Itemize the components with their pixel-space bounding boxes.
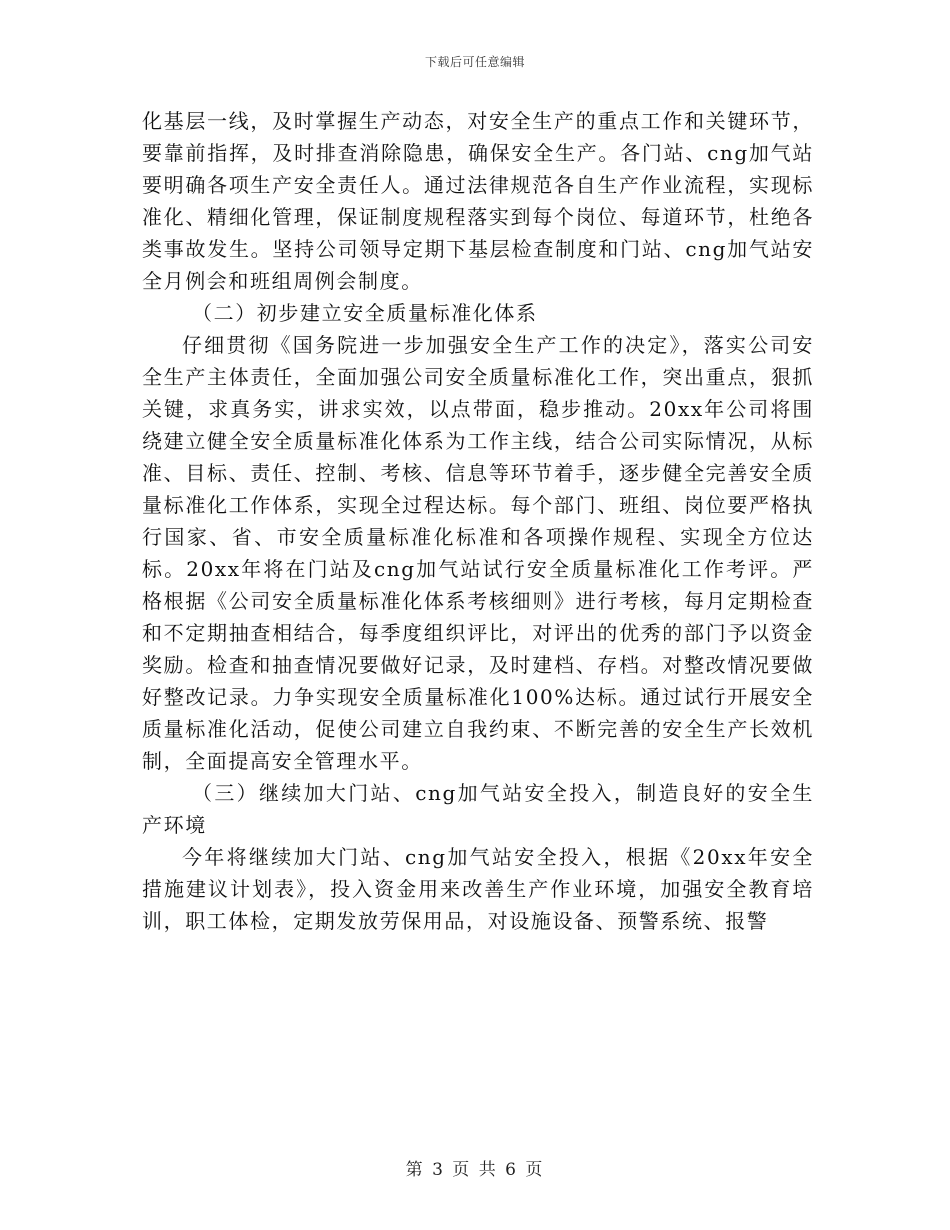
section-heading-2: （二）初步建立安全质量标准化体系 — [192, 301, 538, 325]
document-body — [142, 105, 814, 937]
paragraph-1: 化基层一线，及时掌握生产动态，对安全生产的重点工作和关键环节，要靠前指挥，及时排查消除隐患，确保安全生产。各门站、cng加气站要明确各项生产安全责任人。通过法律规范各自生产作业流程，实现标准化、精细化管理，保证制度规程落实到每个岗位、每道环节，杜绝各类事故发生。坚持公司领导定期下基层检查制度和门站、cng加气站安全月例会和班组周例会制度。 — [142, 109, 814, 293]
paragraph-3: 今年将继续加大门站、cng加气站安全投入，根据《20xx年安全措施建议计划表》，投入资金用来改善生产作业环境，加强安全教育培训，职工体检，定期发放劳保用品，对设施设备、预警系统、报警 — [142, 845, 814, 933]
paragraph-2: 仔细贯彻《国务院进一步加强安全生产工作的决定》，落实公司安全生产主体责任，全面加强公司安全质量标准化工作，突出重点，狠抓关键，求真务实，讲求实效，以点带面，稳步推动。20xx年公司将围绕建立健全安全质量标准化体系为工作主线，结合公司实际情况，从标准、目标、责任、控制、考核、信息等环节着手，逐步健全完善安全质量标准化工作体系，实现全过程达标。每个部门、班组、岗位要严格执行国家、省、市安全质量标准化标准和各项操作规程、实现全方位达标。20xx年将在门站及cng加气站试行安全质量标准化工作考评。严格根据《公司安全质量标准化体系考核细则》进行考核，每月定期检查和不定期抽查相结合，每季度组织评比，对评出的优秀的部门予以资金奖励。检查和抽查情况要做好记录，及时建档、存档。对整改情况要做好整改记录。力争实现安全质量标准化100%达标。通过试行开展安全质量标准化活动，促使公司建立自我约束、不断完善的安全生产长效机制，全面提高安全管理水平。 — [142, 333, 814, 773]
page-header-note: 下载后可任意编辑 — [424, 55, 525, 69]
page-number: 第 3 页 共 6 页 — [405, 1160, 545, 1180]
section-heading-3: （三）继续加大门站、cng加气站安全投入，制造良好的安全生产环境 — [142, 781, 814, 837]
